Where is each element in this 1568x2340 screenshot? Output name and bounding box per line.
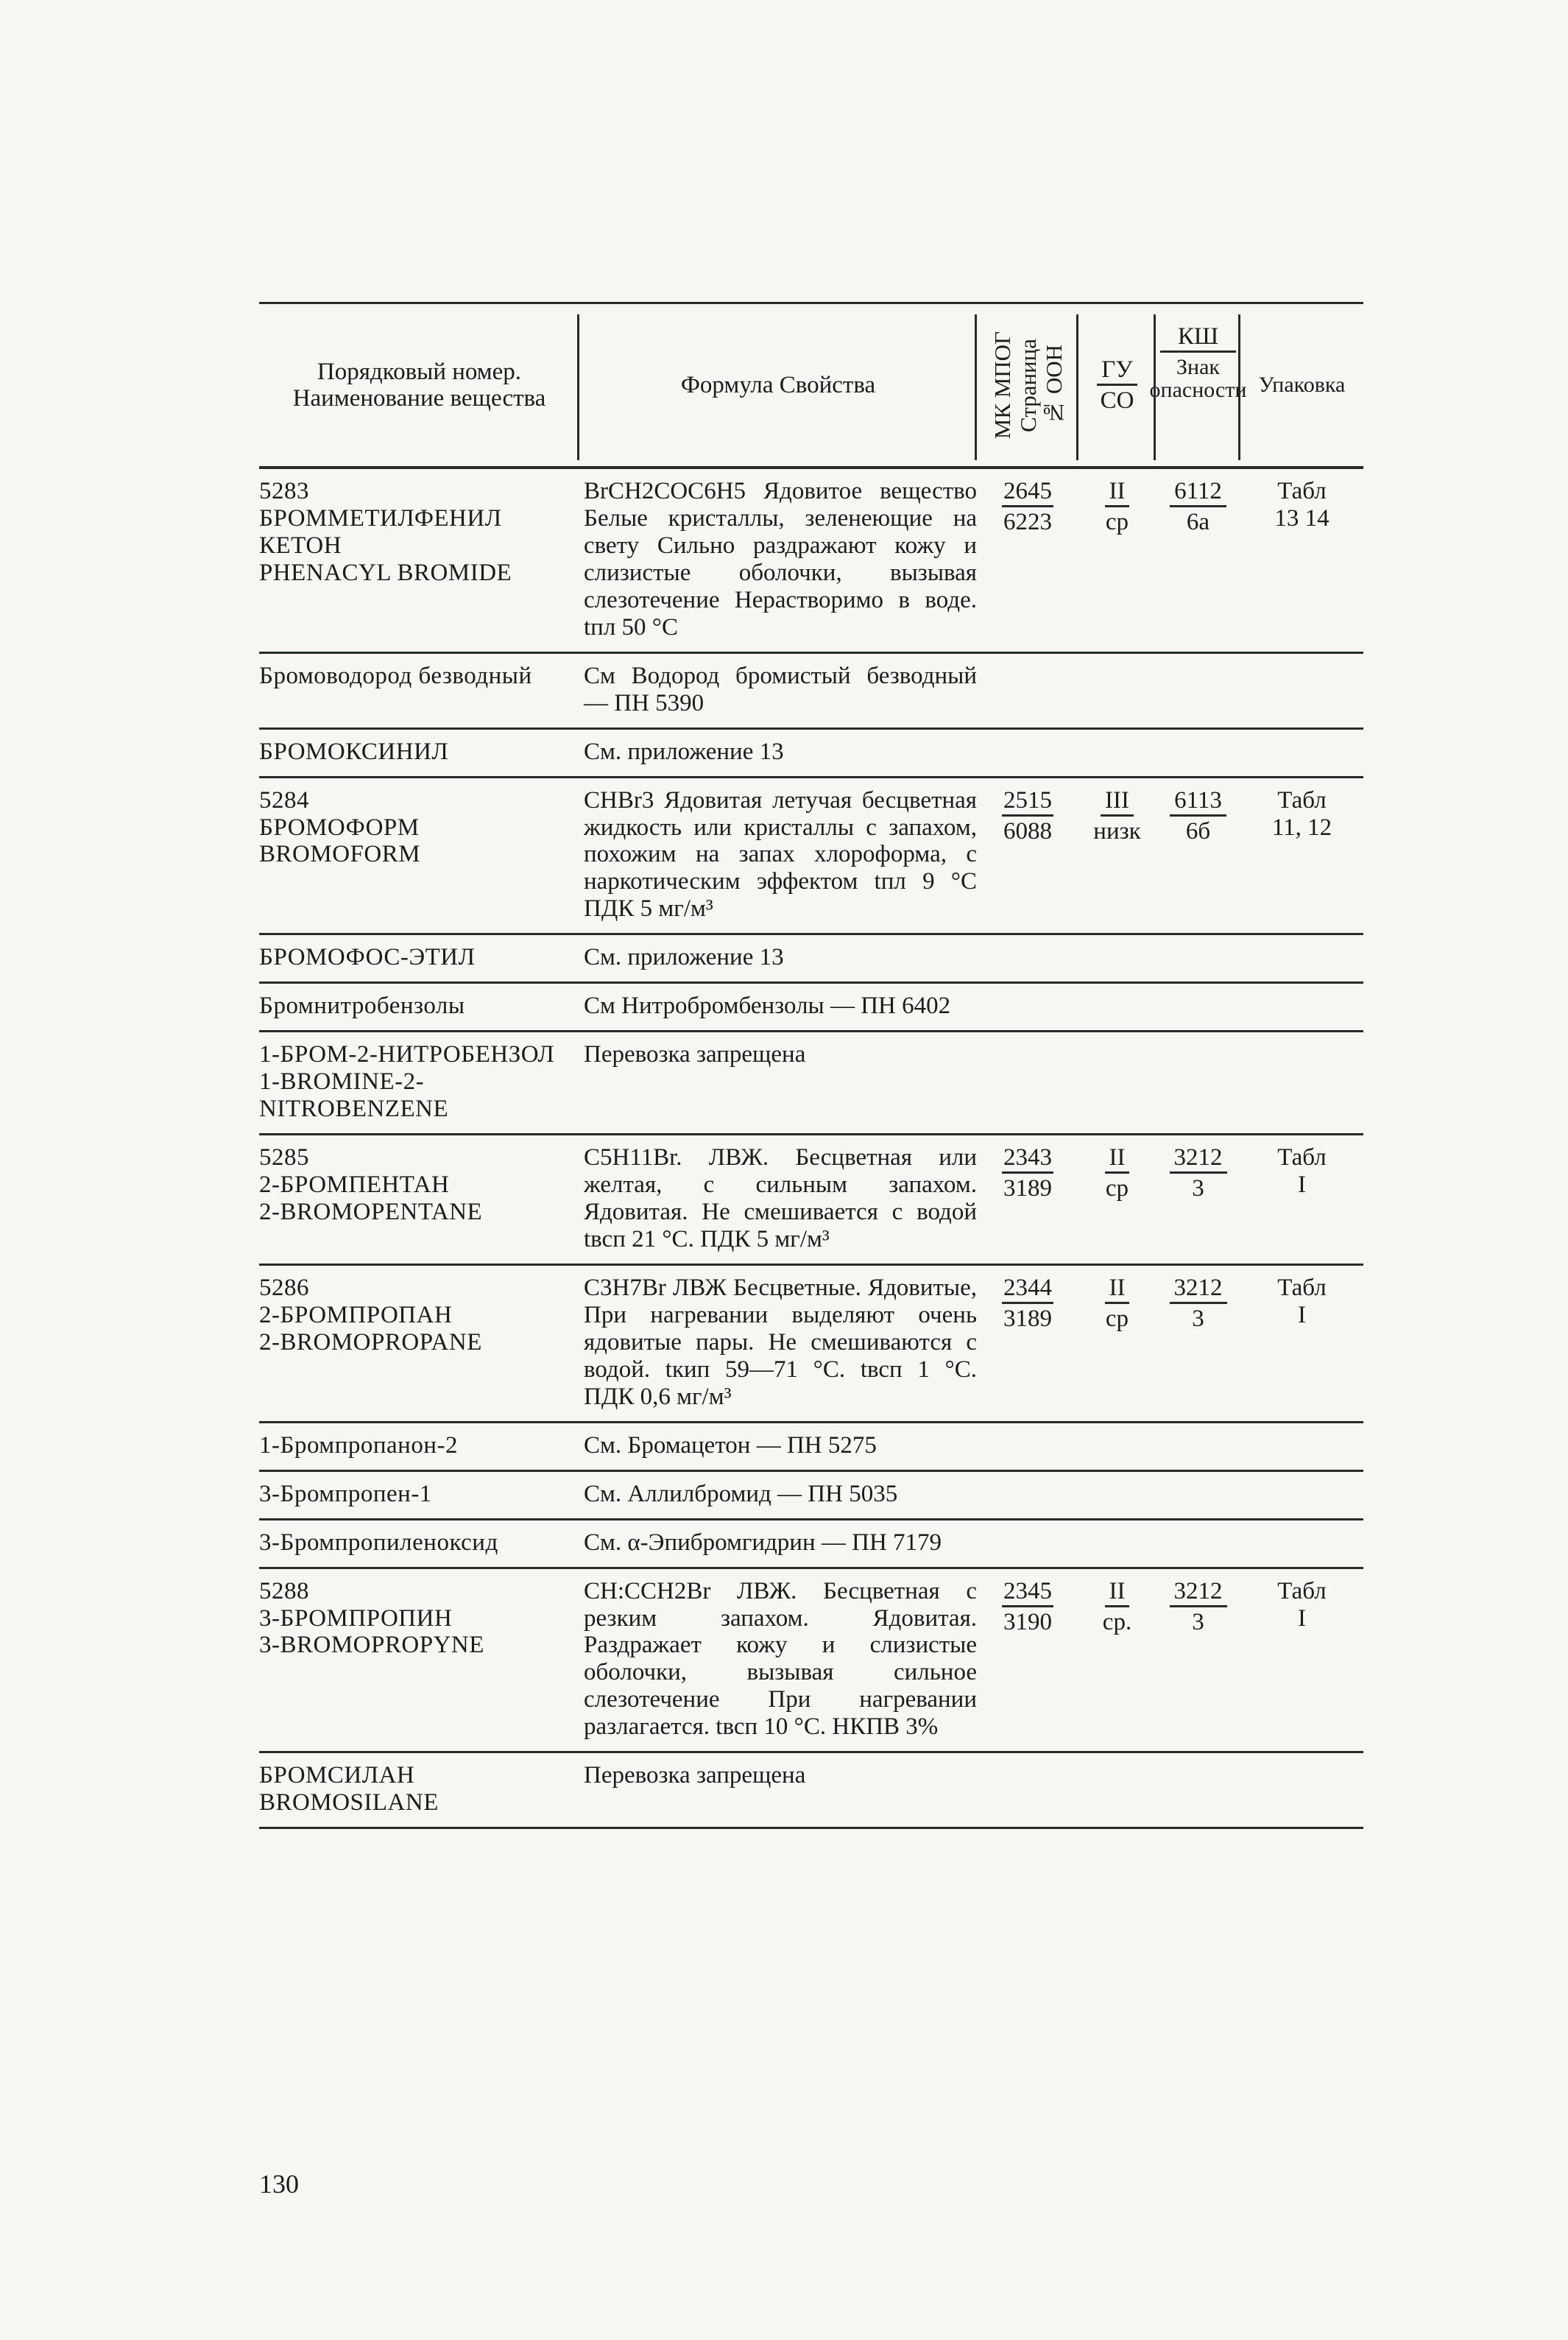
formula-properties: C3H7Br ЛВЖ Бесцветные. Ядовитые, При нагревании выделяют очень ядовитые пары. Не смешиваются с водой. tкип 59—71 °C. tвсп 1 °C. ПДК 0,6 мг/м³ [584,1274,977,1410]
gu-co-bottom: ср. [1102,1608,1132,1635]
packing [1240,787,1363,923]
ksh-sign-bottom: 3 [1192,1608,1204,1635]
packing [1240,1529,1363,1557]
packing [1240,1762,1363,1816]
packing-table: Табл [1277,1144,1327,1171]
oon-page [977,1529,1078,1557]
table-row [259,730,1363,776]
table-row [259,984,1363,1030]
ksh-sign-top: 3212 [1170,1275,1227,1304]
ksh-sign [1156,993,1240,1020]
formula-properties: См Нитробромбензолы — ПН 6402 [584,993,951,1020]
packing-table: Табл [1277,786,1327,814]
oon-page [977,739,1078,766]
header-sign-label: Знак опасности [1149,354,1247,403]
ksh-sign-bottom: 3 [1192,1305,1204,1332]
gu-co-bottom: ср [1105,508,1129,535]
oon-page [977,478,1078,641]
substance-name: 5285 2-БРОМПЕНТАН 2-BROMOPENTANE [259,1144,483,1226]
ksh-sign [1156,1481,1240,1508]
ksh-sign [1156,787,1240,923]
ksh-sign-top: 3212 [1170,1578,1227,1607]
packing [1240,1481,1363,1508]
oon-page-top: 2515 [1002,787,1053,817]
ksh-sign [1156,1144,1240,1253]
packing [1240,739,1363,766]
oon-page-bottom: 6223 [1003,508,1052,535]
substance-name: Бромнитробензолы [259,993,465,1020]
oon-page [977,1041,1078,1123]
packing-numbers: I [1298,1171,1306,1199]
substance-name: 5283 БРОММЕТИЛФЕНИЛ КЕТОН PHENACYL BROMIDE [259,478,512,586]
header-ksh-label: КШ [1160,323,1237,353]
formula-properties: См. приложение 13 [584,944,784,971]
formula-properties: C5H11Br. ЛВЖ. Бесцветная или желтая, с сильным запахом. Ядовитая. Не смешивается с водой tвсп 21 °C. ПДК 5 мг/м³ [584,1144,977,1252]
gu-co [1078,478,1156,641]
formula-properties: BrCH2COC6H5 Ядовитое вещество Белые кристаллы, зеленеющие на свету Сильно раздражают кожу и слизистые оболочки, вызывая слезотечение Нерастворимо в воде. tпл 50 °C [584,478,977,641]
ksh-sign-bottom: 3 [1192,1175,1204,1202]
gu-co [1078,787,1156,923]
substance-name: 5284 БРОМОФОРМ BROMOFORM [259,786,421,868]
ksh-sign [1156,1578,1240,1741]
ksh-sign [1156,663,1240,717]
substance-name: БРОМОФОС-ЭТИЛ [259,944,476,971]
packing-table: Табл [1277,1577,1327,1604]
formula-properties: См. Аллилбромид — ПН 5035 [584,1480,898,1507]
gu-co-bottom: ср [1105,1175,1129,1202]
packing [1240,1144,1363,1253]
gu-co-top: II [1105,1578,1130,1607]
gu-co-top: III [1101,787,1134,817]
ksh-sign [1156,944,1240,971]
packing [1240,1275,1363,1411]
ksh-sign-bottom: 6б [1185,817,1211,845]
gu-co [1078,1432,1156,1459]
oon-page-bottom: 3190 [1003,1608,1052,1635]
gu-co [1078,1275,1156,1411]
table-row [259,1423,1363,1470]
substance-name: 3-Бромпропиленоксид [259,1529,498,1556]
oon-page-top: 2343 [1002,1144,1053,1174]
oon-page [977,1762,1078,1816]
oon-page [977,1481,1078,1508]
ksh-sign [1156,1041,1240,1123]
oon-page [977,1144,1078,1253]
substance-name: 5288 3-БРОМПРОПИН 3-BROMOPROPYNE [259,1577,484,1659]
oon-page [977,787,1078,923]
gu-co [1078,1578,1156,1741]
oon-page-top: 2645 [1002,478,1053,507]
ksh-sign-bottom: 6а [1186,508,1210,535]
substance-name: Бромоводород безводный [259,662,532,689]
gu-co [1078,993,1156,1020]
gu-co-top: II [1105,1144,1130,1174]
ksh-sign [1156,1432,1240,1459]
header-name: Порядковый номер. Наименование вещества [292,358,546,412]
header-gu-co [1078,304,1156,466]
packing-table: Табл [1277,478,1327,504]
packing [1240,1432,1363,1459]
header-page-label-2: МК МПОГ [989,331,1015,440]
packing [1240,1041,1363,1123]
header-page-label-1: Страница [1014,338,1041,432]
table-body [259,469,1363,1829]
gu-co [1078,1481,1156,1508]
table-row [259,1472,1363,1518]
packing [1240,478,1363,641]
table-row [259,778,1363,934]
packing [1240,944,1363,971]
oon-page-bottom: 6088 [1003,817,1052,845]
gu-co-bottom: ср [1105,1305,1129,1332]
ksh-sign [1156,1275,1240,1411]
gu-co-top: II [1105,478,1130,507]
header-formula: Формула Свойства [680,371,876,398]
oon-page [977,1432,1078,1459]
header-co: СО [1100,387,1134,414]
ksh-sign [1156,1762,1240,1816]
header-ksh [1149,304,1247,466]
packing-numbers: 13 14 [1274,504,1329,532]
formula-properties: См. α-Эпибромгидрин — ПН 7179 [584,1529,942,1556]
gu-co-bottom: низк [1093,817,1141,845]
gu-co [1078,1144,1156,1253]
header-gu: ГУ [1097,356,1137,386]
oon-page [977,993,1078,1020]
ksh-sign [1156,478,1240,641]
packing-numbers: I [1298,1604,1306,1632]
table-row [259,469,1363,652]
gu-co [1078,663,1156,717]
packing [1240,663,1363,717]
gu-co [1078,1529,1156,1557]
packing-numbers: I [1298,1301,1306,1328]
packing-numbers: 11, 12 [1271,814,1332,841]
gu-co-top: II [1105,1275,1130,1304]
row-rule [259,1827,1363,1829]
oon-page [977,944,1078,971]
gu-co [1078,739,1156,766]
table-row [259,1520,1363,1567]
table-page [259,302,1363,1829]
table-row [259,935,1363,982]
substance-name: 1-Бромпропанон-2 [259,1431,458,1459]
header-oon [977,304,1078,466]
header-oon-label: № ООН [1040,345,1067,426]
formula-properties: См Водород бромистый безводный — ПН 5390 [584,662,977,716]
formula-properties: См. приложение 13 [584,738,784,765]
packing-table: Табл [1277,1274,1327,1301]
table-row [259,1753,1363,1827]
gu-co [1078,1041,1156,1123]
table-row [259,1266,1363,1421]
ksh-sign [1156,1529,1240,1557]
oon-page-top: 2345 [1002,1578,1053,1607]
gu-co [1078,1762,1156,1816]
substance-name: 1-БРОМ-2-НИТРОБЕНЗОЛ 1-BROMINE-2-NITROBENZENE [259,1041,555,1123]
table-row [259,1135,1363,1264]
formula-properties: CHBr3 Ядовитая летучая бесцветная жидкость или кристаллы с запахом, похожим на запах хлороформа, с наркотическим эффектом tпл 9 °C ПДК 5 мг/м³ [584,786,977,923]
substance-name: 5286 2-БРОМПРОПАН 2-BROMOPROPANE [259,1274,482,1356]
substance-name: БРОМСИЛАН BROMOSILANE [259,1762,439,1816]
oon-page-top: 2344 [1002,1275,1053,1304]
packing [1240,1578,1363,1741]
packing [1240,993,1363,1020]
oon-page-bottom: 3189 [1003,1305,1052,1332]
formula-properties: Перевозка запрещена [584,1041,806,1068]
formula-properties: Перевозка запрещена [584,1762,806,1789]
oon-page [977,663,1078,717]
header-pack: Упаковка [1258,372,1346,397]
ksh-sign-top: 3212 [1170,1144,1227,1174]
oon-page-bottom: 3189 [1003,1175,1052,1202]
substance-name: 3-Бромпропен-1 [259,1480,432,1507]
formula-properties: См. Бромацетон — ПН 5275 [584,1431,877,1459]
ksh-sign-top: 6112 [1170,478,1226,507]
oon-page [977,1275,1078,1411]
page-number: 130 [259,2169,299,2199]
table-row [259,1569,1363,1752]
gu-co [1078,944,1156,971]
ksh-sign-top: 6113 [1170,787,1226,817]
table-header [259,304,1363,466]
table-row [259,1032,1363,1133]
formula-properties: CH:CCH2Br ЛВЖ. Бесцветная с резким запахом. Ядовитая. Раздражает кожу и слизистые оболочки, вызывая сильное слезотечение При нагревании разлагается. tвсп 10 °C. НКПВ 3% [584,1577,977,1741]
ksh-sign [1156,739,1240,766]
substance-name: БРОМОКСИНИЛ [259,738,449,765]
oon-page [977,1578,1078,1741]
table-row [259,654,1363,727]
